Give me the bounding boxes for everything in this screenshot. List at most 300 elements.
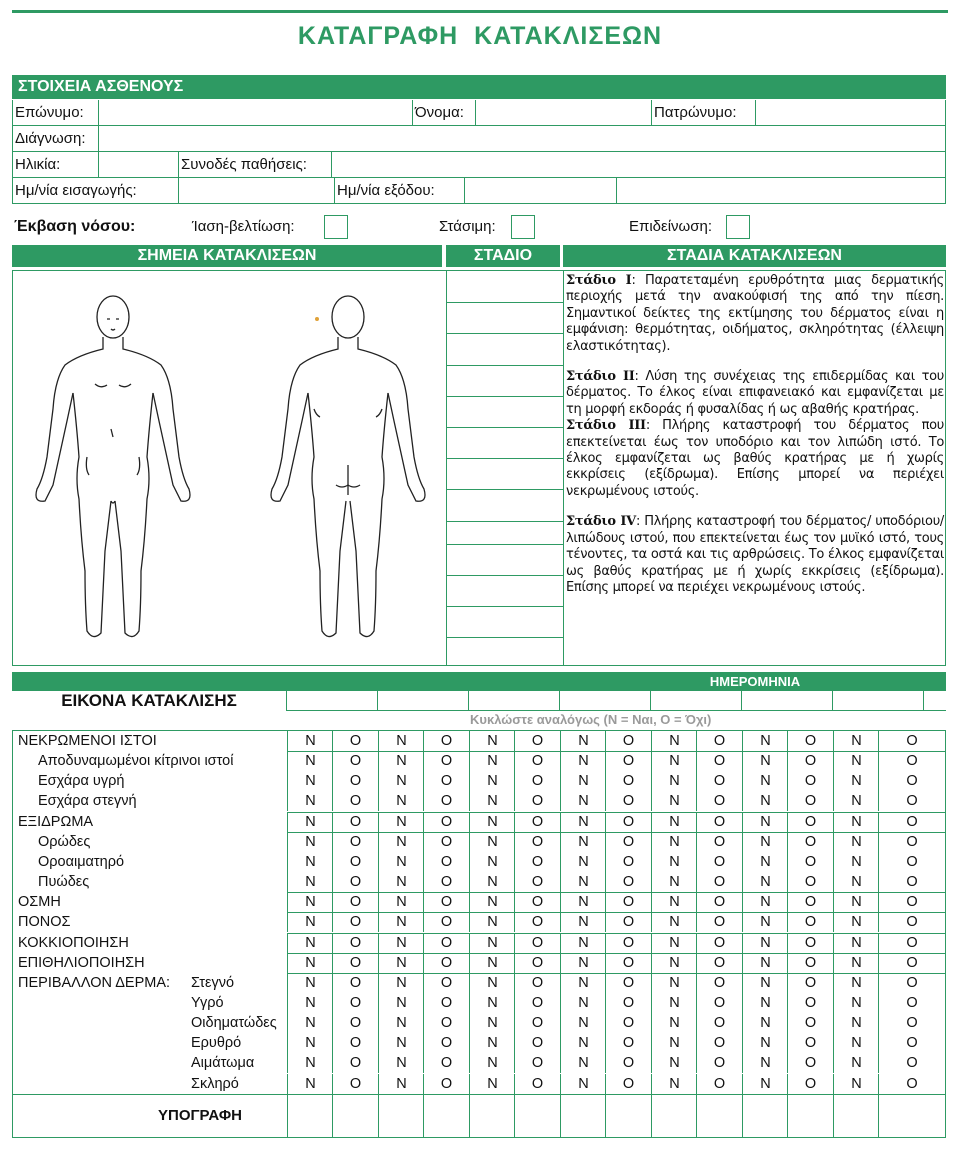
no-option[interactable]: Ο	[514, 751, 560, 771]
yes-option[interactable]: Ν	[742, 872, 788, 892]
yes-option[interactable]: Ν	[742, 912, 788, 932]
signature-cell[interactable]	[696, 1094, 742, 1137]
no-option[interactable]: Ο	[787, 771, 833, 791]
yes-option[interactable]: Ν	[469, 852, 515, 872]
no-option[interactable]: Ο	[696, 832, 742, 852]
no-option[interactable]: Ο	[878, 852, 945, 872]
yes-option[interactable]: Ν	[378, 973, 424, 993]
no-option[interactable]: Ο	[423, 1074, 469, 1094]
yes-option[interactable]: Ν	[742, 973, 788, 993]
no-option[interactable]: Ο	[787, 872, 833, 892]
no-option[interactable]: Ο	[423, 852, 469, 872]
yes-option[interactable]: Ν	[833, 791, 879, 811]
no-option[interactable]: Ο	[787, 912, 833, 932]
no-option[interactable]: Ο	[423, 953, 469, 973]
yes-option[interactable]: Ν	[651, 1033, 697, 1053]
no-option[interactable]: Ο	[696, 751, 742, 771]
no-option[interactable]: Ο	[605, 852, 651, 872]
no-option[interactable]: Ο	[787, 1053, 833, 1073]
yes-option[interactable]: Ν	[287, 933, 333, 953]
no-option[interactable]: Ο	[696, 953, 742, 973]
signature-cell[interactable]	[287, 1094, 333, 1137]
no-option[interactable]: Ο	[878, 812, 945, 832]
yes-option[interactable]: Ν	[651, 892, 697, 912]
no-option[interactable]: Ο	[605, 993, 651, 1013]
yes-option[interactable]: Ν	[560, 751, 606, 771]
yes-option[interactable]: Ν	[742, 771, 788, 791]
no-option[interactable]: Ο	[332, 731, 378, 751]
yes-option[interactable]: Ν	[378, 1013, 424, 1033]
yes-option[interactable]: Ν	[378, 872, 424, 892]
yes-option[interactable]: Ν	[469, 731, 515, 751]
no-option[interactable]: Ο	[696, 812, 742, 832]
yes-option[interactable]: Ν	[469, 771, 515, 791]
yes-option[interactable]: Ν	[287, 973, 333, 993]
no-option[interactable]: Ο	[423, 791, 469, 811]
signature-cell[interactable]	[605, 1094, 651, 1137]
yes-option[interactable]: Ν	[469, 1013, 515, 1033]
stage-2-text: Στάδιο ΙΙ: Λύση της συνέχειας της επιδερμίδας και του δέρματος. Το έλκος είναι επιφανειακό και εμφανίζεται με τη μορφή εκδοράς ή φυσαλίδας ή ως αβαθής κρατήρας.	[566, 369, 944, 417]
no-option[interactable]: Ο	[423, 973, 469, 993]
no-option[interactable]: Ο	[878, 832, 945, 852]
no-option[interactable]: Ο	[332, 1013, 378, 1033]
no-option[interactable]: Ο	[878, 993, 945, 1013]
no-option[interactable]: Ο	[787, 1033, 833, 1053]
no-option[interactable]: Ο	[605, 1033, 651, 1053]
no-option[interactable]: Ο	[605, 892, 651, 912]
yes-option[interactable]: Ν	[651, 953, 697, 973]
no-option[interactable]: Ο	[423, 1033, 469, 1053]
no-option[interactable]: Ο	[696, 892, 742, 912]
yes-option[interactable]: Ν	[833, 751, 879, 771]
signature-label: ΥΠΟΓΡΑΦΗ	[158, 1107, 242, 1124]
yes-option[interactable]: Ν	[833, 973, 879, 993]
no-option[interactable]: Ο	[696, 771, 742, 791]
no-option[interactable]: Ο	[696, 872, 742, 892]
no-option[interactable]: Ο	[605, 1053, 651, 1073]
no-option[interactable]: Ο	[696, 1013, 742, 1033]
no-option[interactable]: Ο	[878, 1053, 945, 1073]
yes-option[interactable]: Ν	[742, 953, 788, 973]
yes-option[interactable]: Ν	[287, 1033, 333, 1053]
yes-option[interactable]: Ν	[560, 993, 606, 1013]
yes-option[interactable]: Ν	[287, 872, 333, 892]
no-option[interactable]: Ο	[332, 1053, 378, 1073]
yes-option[interactable]: Ν	[833, 832, 879, 852]
signature-cell[interactable]	[651, 1094, 697, 1137]
no-option[interactable]: Ο	[514, 1033, 560, 1053]
no-option[interactable]: Ο	[878, 912, 945, 932]
date-cell[interactable]	[650, 691, 741, 711]
no-option[interactable]: Ο	[878, 933, 945, 953]
no-option[interactable]: Ο	[787, 812, 833, 832]
yes-option[interactable]: Ν	[651, 912, 697, 932]
no-option[interactable]: Ο	[605, 812, 651, 832]
no-option[interactable]: Ο	[605, 1013, 651, 1033]
no-option[interactable]: Ο	[423, 993, 469, 1013]
extra-field[interactable]	[617, 178, 945, 203]
no-option[interactable]: Ο	[332, 751, 378, 771]
no-option[interactable]: Ο	[423, 1013, 469, 1033]
no-option[interactable]: Ο	[332, 812, 378, 832]
admission-label: Ημ/νία εισαγωγής:	[13, 178, 179, 203]
yes-option[interactable]: Ν	[469, 1033, 515, 1053]
yes-option[interactable]: Ν	[833, 1074, 879, 1094]
yes-option[interactable]: Ν	[287, 791, 333, 811]
date-cell[interactable]	[741, 691, 832, 711]
yes-option[interactable]: Ν	[378, 731, 424, 751]
no-option[interactable]: Ο	[787, 852, 833, 872]
no-option[interactable]: Ο	[878, 1033, 945, 1053]
table-row	[13, 933, 945, 953]
yes-option[interactable]: Ν	[833, 872, 879, 892]
no-option[interactable]: Ο	[514, 892, 560, 912]
no-option[interactable]: Ο	[332, 953, 378, 973]
no-option[interactable]: Ο	[605, 731, 651, 751]
yes-option[interactable]: Ν	[469, 993, 515, 1013]
yes-option[interactable]: Ν	[560, 852, 606, 872]
no-option[interactable]: Ο	[605, 872, 651, 892]
yes-option[interactable]: Ν	[833, 912, 879, 932]
no-option[interactable]: Ο	[878, 973, 945, 993]
yes-option[interactable]: Ν	[378, 1053, 424, 1073]
no-option[interactable]: Ο	[787, 1013, 833, 1033]
yes-option[interactable]: Ν	[742, 791, 788, 811]
surname-field[interactable]	[99, 100, 413, 125]
yes-option[interactable]: Ν	[287, 731, 333, 751]
no-option[interactable]: Ο	[423, 751, 469, 771]
age-label: Ηλικία:	[13, 152, 99, 177]
yes-option[interactable]: Ν	[469, 1074, 515, 1094]
no-option[interactable]: Ο	[423, 933, 469, 953]
signature-cell[interactable]	[560, 1094, 606, 1137]
worsening-checkbox[interactable]	[726, 215, 750, 239]
signature-cell[interactable]	[878, 1094, 945, 1137]
no-option[interactable]: Ο	[514, 912, 560, 932]
no-option[interactable]: Ο	[605, 933, 651, 953]
no-option[interactable]: Ο	[878, 731, 945, 751]
yes-option[interactable]: Ν	[287, 852, 333, 872]
yes-option[interactable]: Ν	[651, 933, 697, 953]
yes-option[interactable]: Ν	[287, 771, 333, 791]
no-option[interactable]: Ο	[605, 912, 651, 932]
no-option[interactable]: Ο	[696, 791, 742, 811]
no-option[interactable]: Ο	[514, 973, 560, 993]
yes-option[interactable]: Ν	[833, 1013, 879, 1033]
yes-option[interactable]: Ν	[651, 812, 697, 832]
yes-option[interactable]: Ν	[469, 812, 515, 832]
date-cell[interactable]	[559, 691, 650, 711]
yes-option[interactable]: Ν	[833, 731, 879, 751]
no-option[interactable]: Ο	[696, 1074, 742, 1094]
no-option[interactable]: Ο	[787, 973, 833, 993]
no-option[interactable]: Ο	[878, 892, 945, 912]
yes-option[interactable]: Ν	[651, 731, 697, 751]
yes-option[interactable]: Ν	[742, 751, 788, 771]
yes-option[interactable]: Ν	[287, 1013, 333, 1033]
no-option[interactable]: Ο	[332, 973, 378, 993]
stable-checkbox[interactable]	[511, 215, 535, 239]
yes-option[interactable]: Ν	[287, 832, 333, 852]
yes-option[interactable]: Ν	[833, 892, 879, 912]
name-field[interactable]	[476, 100, 652, 125]
yes-option[interactable]: Ν	[469, 1053, 515, 1073]
yes-option[interactable]: Ν	[469, 953, 515, 973]
no-option[interactable]: Ο	[332, 892, 378, 912]
no-option[interactable]: Ο	[514, 1053, 560, 1073]
no-option[interactable]: Ο	[787, 791, 833, 811]
row-divider	[287, 973, 945, 974]
no-option[interactable]: Ο	[423, 832, 469, 852]
yes-option[interactable]: Ν	[560, 872, 606, 892]
no-option[interactable]: Ο	[514, 832, 560, 852]
yes-option[interactable]: Ν	[833, 993, 879, 1013]
no-option[interactable]: Ο	[605, 1074, 651, 1094]
yes-option[interactable]: Ν	[742, 993, 788, 1013]
yes-option[interactable]: Ν	[560, 892, 606, 912]
signature-cell[interactable]	[423, 1094, 469, 1137]
no-option[interactable]: Ο	[423, 892, 469, 912]
comorbidities-field[interactable]	[332, 152, 945, 177]
yes-option[interactable]: Ν	[287, 1074, 333, 1094]
yes-option[interactable]: Ν	[469, 892, 515, 912]
patronymic-field[interactable]	[756, 100, 945, 125]
healing-checkbox[interactable]	[324, 215, 348, 239]
yes-option[interactable]: Ν	[469, 933, 515, 953]
row-label: Ορώδες	[38, 833, 91, 850]
date-cell[interactable]	[923, 691, 946, 711]
no-option[interactable]: Ο	[514, 812, 560, 832]
no-option[interactable]: Ο	[332, 933, 378, 953]
no-option[interactable]: Ο	[878, 1013, 945, 1033]
yes-option[interactable]: Ν	[742, 1053, 788, 1073]
no-option[interactable]: Ο	[787, 751, 833, 771]
no-option[interactable]: Ο	[787, 953, 833, 973]
yes-option[interactable]: Ν	[651, 1053, 697, 1073]
no-option[interactable]: Ο	[423, 1053, 469, 1073]
no-option[interactable]: Ο	[878, 1074, 945, 1094]
diagnosis-field[interactable]	[99, 126, 945, 151]
row-label: Πυώδες	[38, 874, 90, 891]
no-option[interactable]: Ο	[878, 771, 945, 791]
discharge-field[interactable]	[465, 178, 617, 203]
no-option[interactable]: Ο	[605, 832, 651, 852]
row-divider	[287, 912, 945, 913]
yes-option[interactable]: Ν	[378, 751, 424, 771]
signature-cell[interactable]	[833, 1094, 879, 1137]
no-option[interactable]: Ο	[423, 812, 469, 832]
age-field[interactable]	[99, 152, 179, 177]
yes-option[interactable]: Ν	[833, 1033, 879, 1053]
no-option[interactable]: Ο	[332, 993, 378, 1013]
no-option[interactable]: Ο	[605, 771, 651, 791]
no-option[interactable]: Ο	[514, 933, 560, 953]
yes-option[interactable]: Ν	[651, 791, 697, 811]
row-divider	[287, 751, 945, 752]
signature-cell[interactable]	[514, 1094, 560, 1137]
yes-option[interactable]: Ν	[378, 892, 424, 912]
yes-option[interactable]: Ν	[651, 852, 697, 872]
no-option[interactable]: Ο	[787, 1074, 833, 1094]
yes-option[interactable]: Ν	[833, 812, 879, 832]
yes-option[interactable]: Ν	[378, 1033, 424, 1053]
no-option[interactable]: Ο	[696, 933, 742, 953]
table-row	[13, 751, 945, 771]
yes-option[interactable]: Ν	[742, 1013, 788, 1033]
signature-cell[interactable]	[742, 1094, 788, 1137]
yes-option[interactable]: Ν	[651, 1013, 697, 1033]
yes-option[interactable]: Ν	[560, 912, 606, 932]
yes-option[interactable]: Ν	[742, 731, 788, 751]
signature-cell[interactable]	[378, 1094, 424, 1137]
yes-option[interactable]: Ν	[287, 751, 333, 771]
yes-option[interactable]: Ν	[378, 812, 424, 832]
date-cell[interactable]	[286, 691, 377, 711]
no-option[interactable]: Ο	[332, 1074, 378, 1094]
yes-option[interactable]: Ν	[378, 832, 424, 852]
no-option[interactable]: Ο	[514, 771, 560, 791]
no-option[interactable]: Ο	[514, 1013, 560, 1033]
no-option[interactable]: Ο	[423, 912, 469, 932]
yes-option[interactable]: Ν	[378, 993, 424, 1013]
no-option[interactable]: Ο	[514, 731, 560, 751]
no-option[interactable]: Ο	[787, 993, 833, 1013]
yes-option[interactable]: Ν	[287, 892, 333, 912]
date-cell[interactable]	[468, 691, 559, 711]
yes-option[interactable]: Ν	[833, 771, 879, 791]
yes-option[interactable]: Ν	[378, 933, 424, 953]
no-option[interactable]: Ο	[787, 933, 833, 953]
yes-option[interactable]: Ν	[742, 812, 788, 832]
yes-option[interactable]: Ν	[560, 1033, 606, 1053]
no-option[interactable]: Ο	[423, 771, 469, 791]
outcome-row	[12, 214, 946, 242]
no-option[interactable]: Ο	[605, 953, 651, 973]
yes-option[interactable]: Ν	[287, 912, 333, 932]
yes-option[interactable]: Ν	[742, 1074, 788, 1094]
yes-option[interactable]: Ν	[560, 832, 606, 852]
yes-option[interactable]: Ν	[742, 832, 788, 852]
yes-option[interactable]: Ν	[469, 791, 515, 811]
yes-option[interactable]: Ν	[378, 852, 424, 872]
yes-option[interactable]: Ν	[469, 973, 515, 993]
signature-cell[interactable]	[469, 1094, 515, 1137]
yes-option[interactable]: Ν	[560, 933, 606, 953]
no-option[interactable]: Ο	[696, 731, 742, 751]
no-option[interactable]: Ο	[423, 872, 469, 892]
yes-option[interactable]: Ν	[560, 1013, 606, 1033]
yes-option[interactable]: Ν	[742, 892, 788, 912]
no-option[interactable]: Ο	[878, 953, 945, 973]
no-option[interactable]: Ο	[514, 872, 560, 892]
no-option[interactable]: Ο	[332, 791, 378, 811]
no-option[interactable]: Ο	[787, 892, 833, 912]
yes-option[interactable]: Ν	[378, 1074, 424, 1094]
no-option[interactable]: Ο	[332, 771, 378, 791]
no-option[interactable]: Ο	[605, 973, 651, 993]
yes-option[interactable]: Ν	[560, 791, 606, 811]
yes-option[interactable]: Ν	[833, 933, 879, 953]
yes-option[interactable]: Ν	[833, 1053, 879, 1073]
row-label: ΝΕΚΡΩΜΕΝΟΙ ΙΣΤΟΙ	[18, 733, 157, 749]
yes-option[interactable]: Ν	[651, 751, 697, 771]
no-option[interactable]: Ο	[787, 731, 833, 751]
no-option[interactable]: Ο	[787, 832, 833, 852]
yes-option[interactable]: Ν	[833, 953, 879, 973]
no-option[interactable]: Ο	[332, 852, 378, 872]
no-option[interactable]: Ο	[696, 1053, 742, 1073]
yes-option[interactable]: Ν	[287, 812, 333, 832]
no-option[interactable]: Ο	[696, 852, 742, 872]
no-option[interactable]: Ο	[332, 1033, 378, 1053]
yes-option[interactable]: Ν	[833, 852, 879, 872]
admission-field[interactable]	[179, 178, 335, 203]
stable-label: Στάσιμη:	[439, 218, 496, 235]
yes-option[interactable]: Ν	[287, 993, 333, 1013]
no-option[interactable]: Ο	[332, 872, 378, 892]
yes-option[interactable]: Ν	[560, 1074, 606, 1094]
yes-option[interactable]: Ν	[378, 771, 424, 791]
no-option[interactable]: Ο	[696, 912, 742, 932]
signature-cell[interactable]	[787, 1094, 833, 1137]
no-option[interactable]: Ο	[605, 751, 651, 771]
yes-option[interactable]: Ν	[560, 953, 606, 973]
no-option[interactable]: Ο	[878, 751, 945, 771]
yes-option[interactable]: Ν	[469, 912, 515, 932]
no-option[interactable]: Ο	[332, 912, 378, 932]
yes-option[interactable]: Ν	[742, 852, 788, 872]
yes-option[interactable]: Ν	[469, 872, 515, 892]
no-option[interactable]: Ο	[878, 791, 945, 811]
yes-option[interactable]: Ν	[560, 1053, 606, 1073]
signature-cell[interactable]	[332, 1094, 378, 1137]
yes-option[interactable]: Ν	[651, 993, 697, 1013]
yes-option[interactable]: Ν	[287, 953, 333, 973]
no-option[interactable]: Ο	[514, 791, 560, 811]
no-option[interactable]: Ο	[696, 1033, 742, 1053]
yes-option[interactable]: Ν	[742, 933, 788, 953]
no-option[interactable]: Ο	[514, 852, 560, 872]
no-option[interactable]: Ο	[696, 973, 742, 993]
yes-option[interactable]: Ν	[651, 872, 697, 892]
no-option[interactable]: Ο	[514, 953, 560, 973]
no-option[interactable]: Ο	[514, 993, 560, 1013]
yes-option[interactable]: Ν	[378, 953, 424, 973]
yes-option[interactable]: Ν	[469, 751, 515, 771]
yes-option[interactable]: Ν	[651, 832, 697, 852]
yes-option[interactable]: Ν	[651, 973, 697, 993]
yes-option[interactable]: Ν	[560, 812, 606, 832]
yes-option[interactable]: Ν	[469, 832, 515, 852]
yes-option[interactable]: Ν	[378, 791, 424, 811]
yes-option[interactable]: Ν	[378, 912, 424, 932]
no-option[interactable]: Ο	[696, 993, 742, 1013]
no-option[interactable]: Ο	[514, 1074, 560, 1094]
yes-option[interactable]: Ν	[560, 771, 606, 791]
yes-option[interactable]: Ν	[651, 771, 697, 791]
no-option[interactable]: Ο	[605, 791, 651, 811]
no-option[interactable]: Ο	[332, 832, 378, 852]
yes-option[interactable]: Ν	[287, 1053, 333, 1073]
yes-option[interactable]: Ν	[742, 1033, 788, 1053]
yes-option[interactable]: Ν	[560, 731, 606, 751]
no-option[interactable]: Ο	[423, 731, 469, 751]
no-option[interactable]: Ο	[878, 872, 945, 892]
yes-option[interactable]: Ν	[651, 1074, 697, 1094]
yes-option[interactable]: Ν	[560, 973, 606, 993]
date-cell[interactable]	[377, 691, 468, 711]
date-cell[interactable]	[832, 691, 923, 711]
